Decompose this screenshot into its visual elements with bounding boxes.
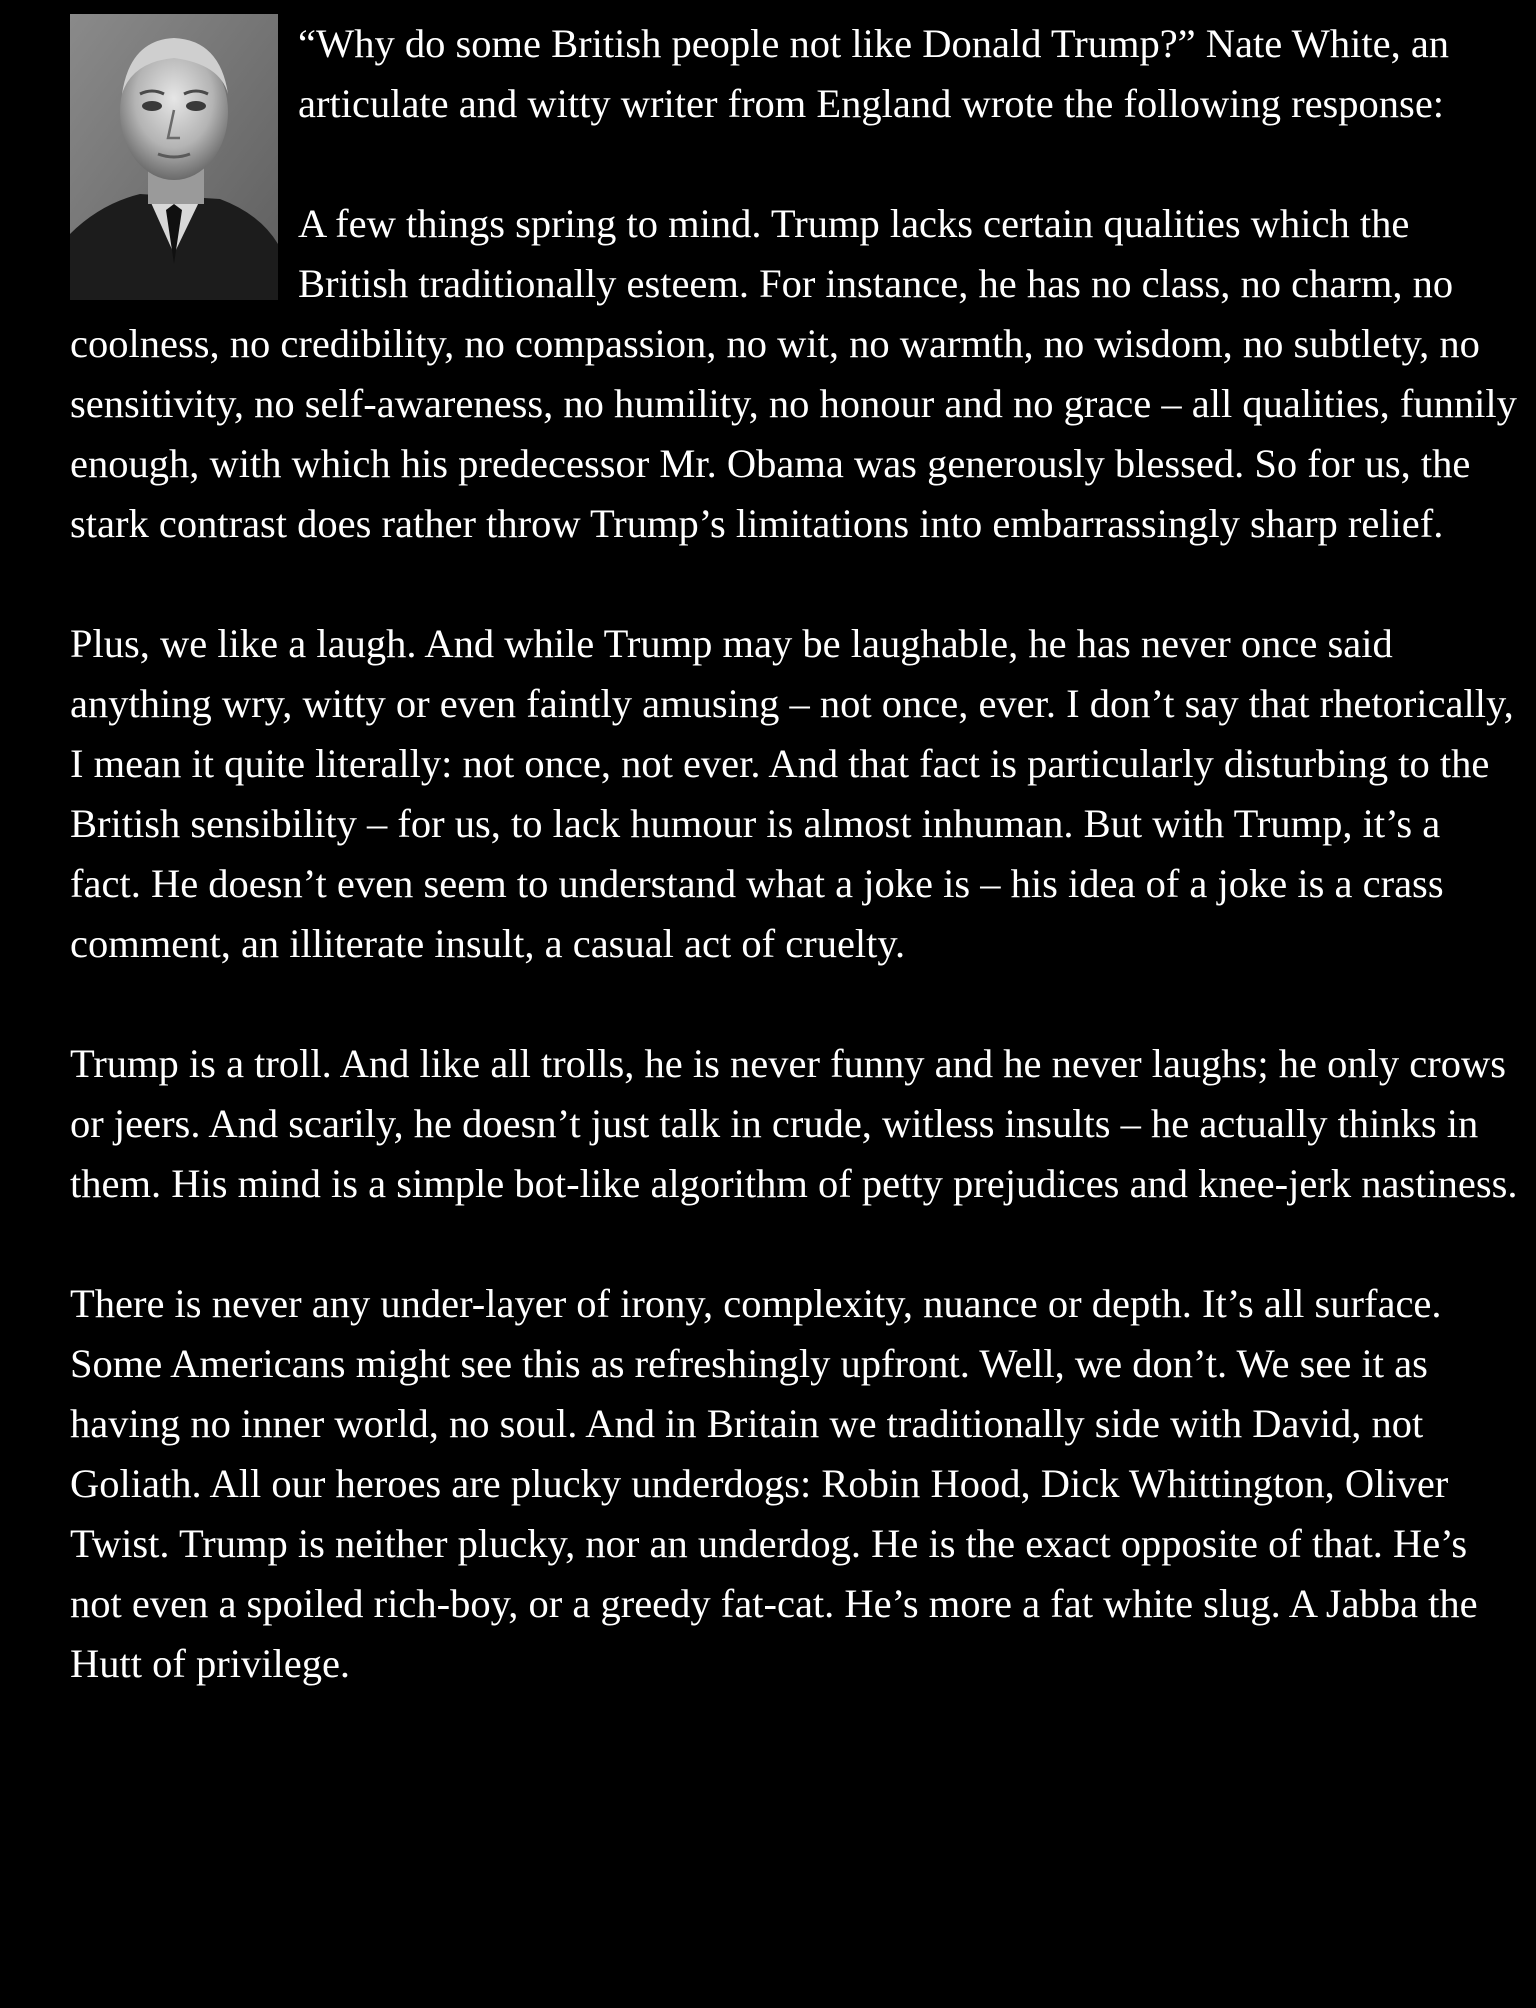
intro-paragraph: “Why do some British people not like Donald Trump?” Nate White, an articulate and witty writer from England wrote the following response: xyxy=(298,21,1450,126)
article-body xyxy=(70,14,1520,1754)
paragraph-1: A few things spring to mind. Trump lacks certain qualities which the British traditionally esteem. For instance, he has no class, no charm, no coolness, no credibility, no compassion, no wit, no warmth, no wisdom, no subtlety, no sensitivity, no self-awareness, no humility, no honour and no grace – all qualities, funnily enough, with which his predecessor Mr. Obama was generously blessed. So for us, the stark contrast does rather throw Trump’s limitations into embarrassingly sharp relief. xyxy=(70,201,1517,546)
portrait-photo xyxy=(70,14,278,300)
paragraph-3: Trump is a troll. And like all trolls, he is never funny and he never laughs; he only crows or jeers. And scarily, he doesn’t just talk in crude, witless insults – he actually thinks in them. His mind is a simple bot-like algorithm of petty prejudices and knee-jerk nastiness. xyxy=(70,1041,1518,1206)
paragraph-2: Plus, we like a laugh. And while Trump may be laughable, he has never once said anything wry, witty or even faintly amusing – not once, ever. I don’t say that rhetorically, I mean it quite literally: not once, not ever. And that fact is particularly disturbing to the British sensibility – for us, to lack humour is almost inhuman. But with Trump, it’s a fact. He doesn’t even seem to understand what a joke is – his idea of a joke is a crass comment, an illiterate insult, a casual act of cruelty. xyxy=(70,621,1514,966)
paragraph-4: There is never any under-layer of irony, complexity, nuance or depth. It’s all surface. Some Americans might see this as refreshingly upfront. Well, we don’t. We see it as having no inner world, no soul. And in Britain we traditionally side with David, not Goliath. All our heroes are plucky underdogs: Robin Hood, Dick Whittington, Oliver Twist. Trump is neither plucky, nor an underdog. He is the exact opposite of that. He’s not even a spoiled rich-boy, or a greedy fat-cat. He’s more a fat white slug. A Jabba the Hutt of privilege. xyxy=(70,1281,1478,1686)
